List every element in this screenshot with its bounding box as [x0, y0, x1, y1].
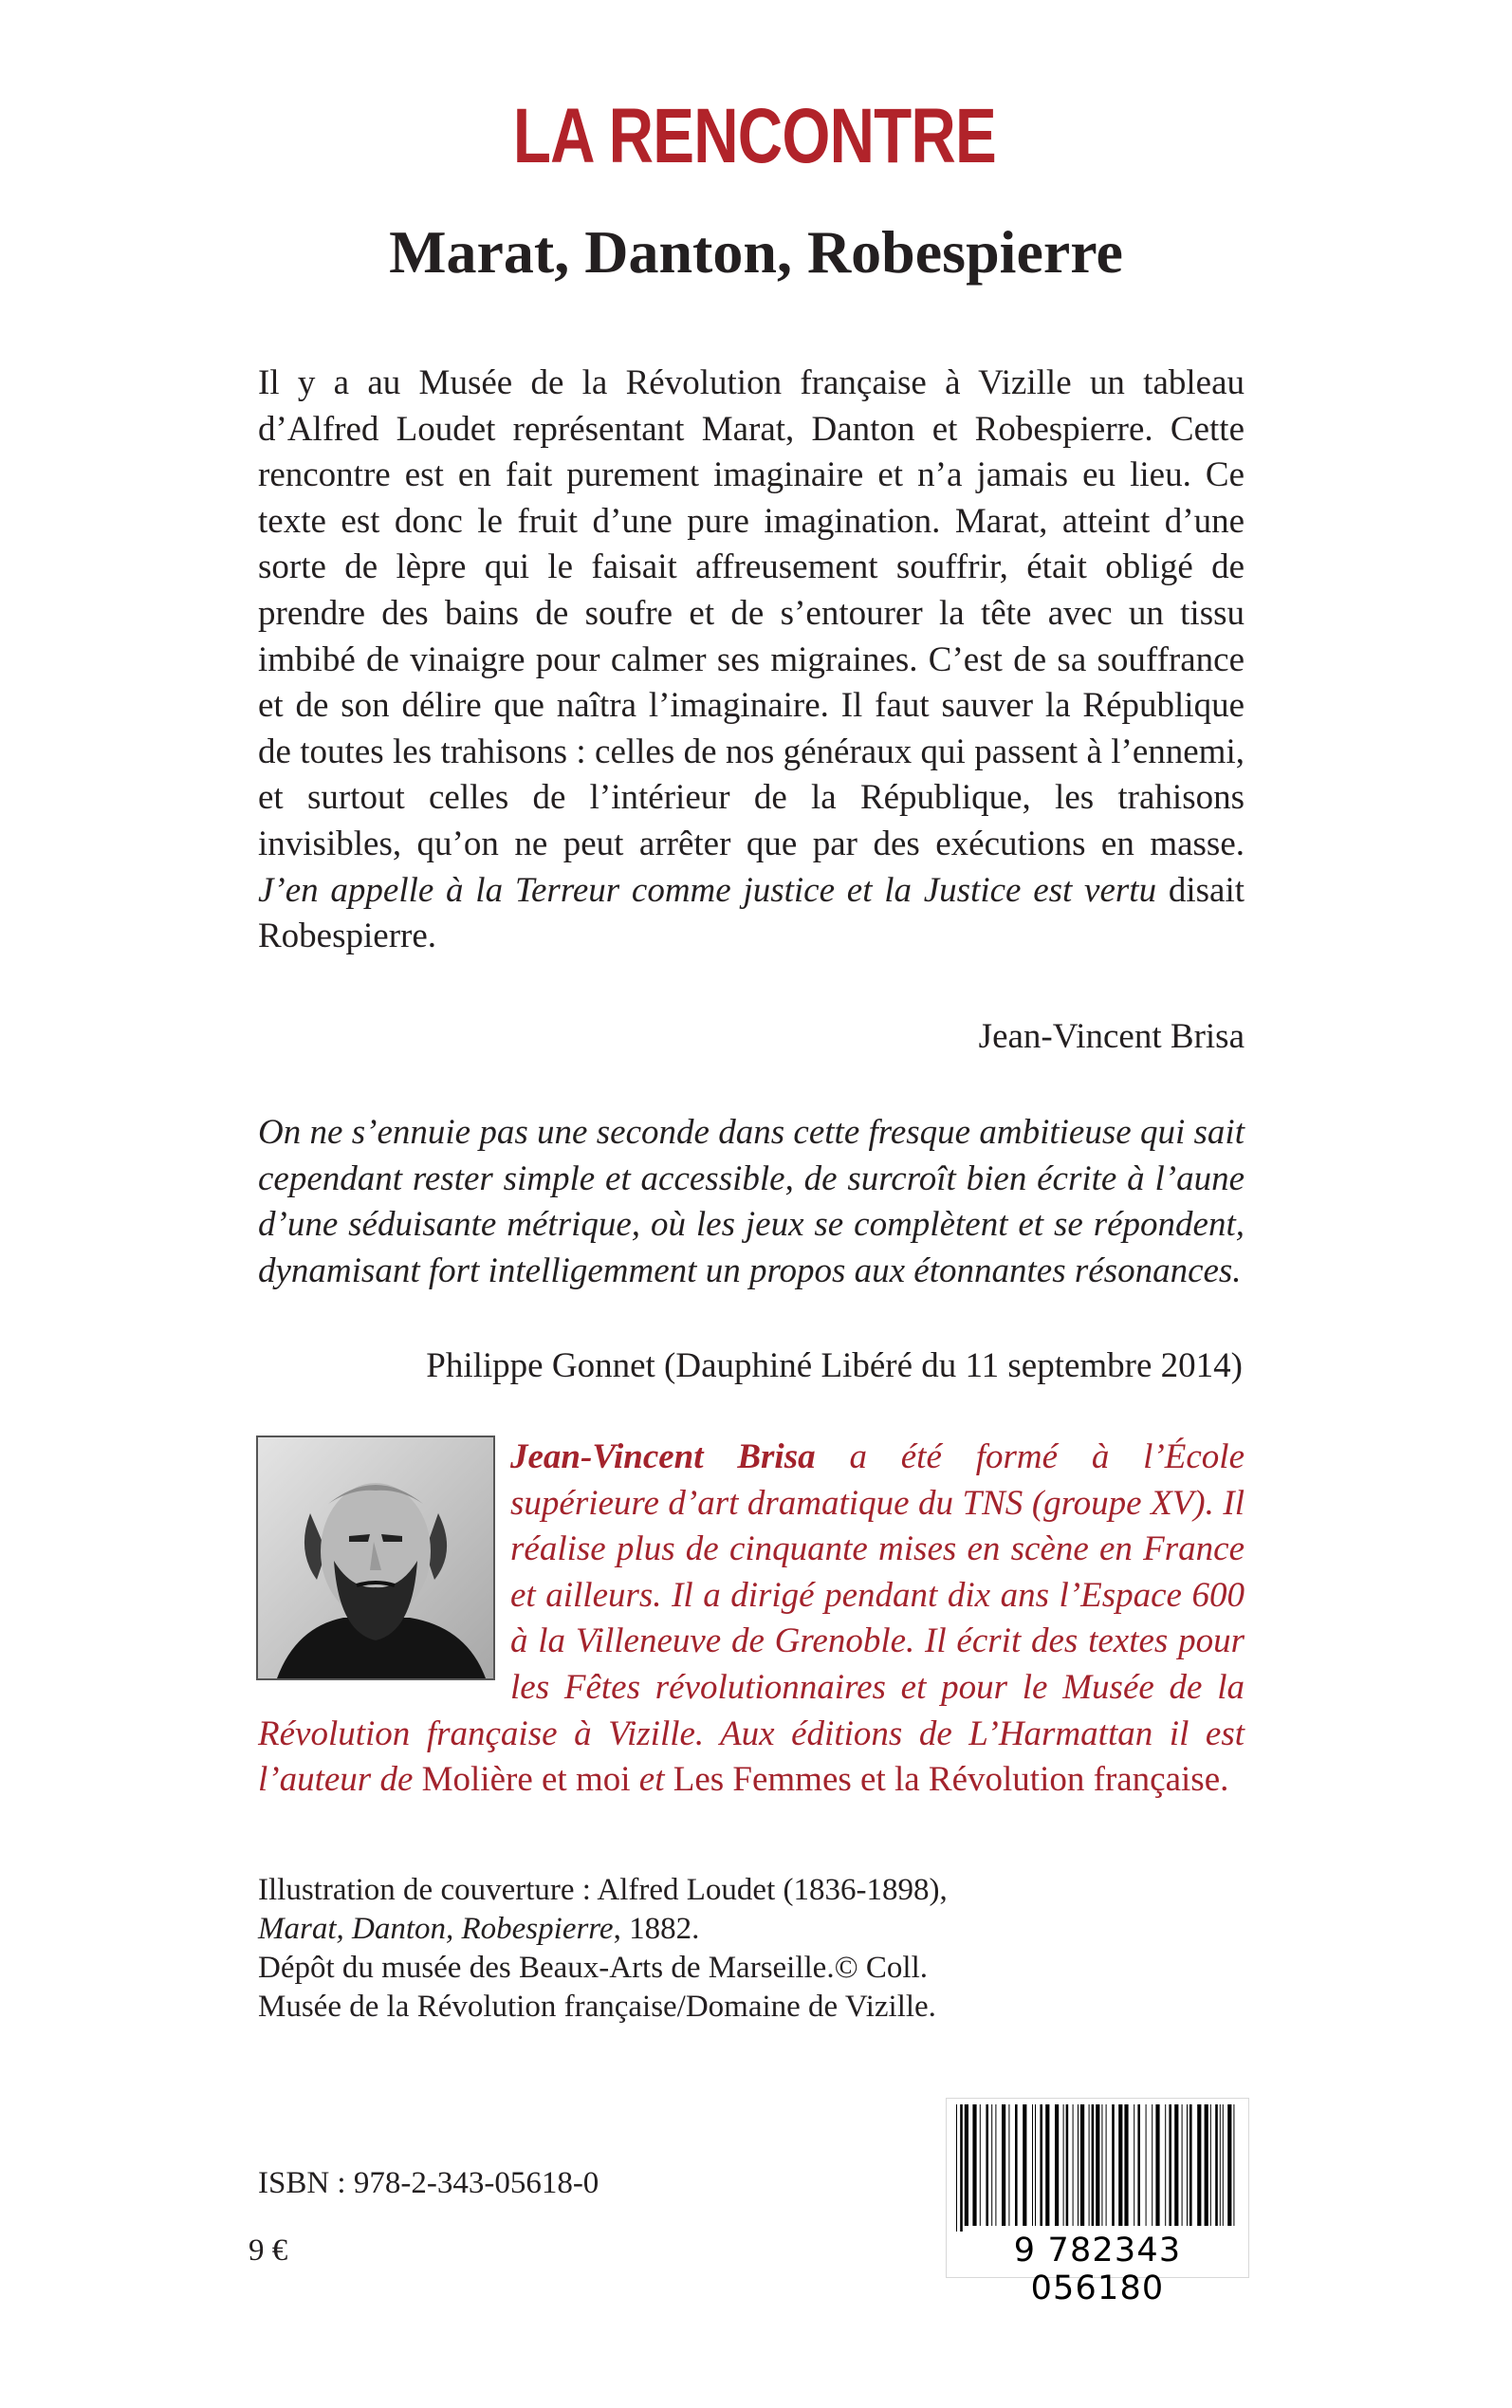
barcode-bar — [1233, 2104, 1234, 2226]
author-bio-text: a été formé à l’École supérieure d’art dramatique du TNS (groupe XV). Il réalise plus de cinquante mises en scène en France et ailleurs. Il a dirigé pendant dix ans l’Espace 600 à la Villeneuve de Grenoble. Il écrit des textes pour les Fêtes révolutionnaires et pour le Musée de la Révolution française à Vizille. Aux éditions de L’Harmattan il est l’auteur de — [258, 1437, 1245, 1800]
barcode-bar — [1220, 2104, 1221, 2226]
credits-line-1: Illustration de couverture : Alfred Loudet (1836-1898), — [258, 1873, 948, 1907]
price: 9 € — [249, 2233, 288, 2268]
author-bio — [258, 1435, 1245, 1804]
review-paragraph: On ne s’ennuie pas une seconde dans cette fresque ambitieuse qui sait cependant rester simple et accessible, de surcroît bien écrite à l’aune d’une séduisante métrique, où les jeux se complètent et se répondent, dynamisant fort intelligemment un propos aux étonnantes résonances. — [258, 1113, 1245, 1290]
author-work-1: Molière et moi — [421, 1760, 631, 1800]
barcode-bar — [991, 2104, 992, 2226]
summary-paragraph — [258, 361, 1245, 960]
barcode-bar — [1106, 2104, 1107, 2226]
barcode-bar — [960, 2104, 963, 2232]
barcode-bar — [1045, 2104, 1049, 2226]
barcode-bar — [1023, 2104, 1026, 2226]
author-work-2: Les Femmes et la Révolution française — [673, 1760, 1221, 1800]
barcode-bar — [1055, 2104, 1059, 2226]
barcode-bar — [1189, 2104, 1192, 2226]
summary-text: Il y a au Musée de la Révolution française à Vizille un tableau d’Alfred Loudet représentant Marat, Danton et Robespierre. Cette rencontre est en fait purement imaginaire et n’a jamais eu lieu. Ce texte est donc le fruit d’une pure imagination. Marat, atteint d’une sorte de lèpre qui le faisait affreusement souffrir, était obligé de prendre des bains de soufre et de s’entourer la tête avec un tissu imbibé de vinaigre pour calmer ses migraines. C’est de sa souffrance et de son délire que naîtra l’imaginaire. Il faut sauver la République de toutes les trahisons : celles de nos généraux qui passent à l’ennemi, et surtout celles de l’intérieur de la République, les trahisons invisibles, qu’on ne peut arrêter que par des exécutions en masse. — [258, 363, 1245, 863]
author-bio-end: . — [1220, 1760, 1229, 1800]
barcode-bar — [972, 2104, 976, 2226]
barcode-bar — [1063, 2104, 1064, 2226]
credits-year: , 1882. — [613, 1912, 700, 1946]
credits-line-2 — [258, 1910, 1207, 1949]
barcode-bar — [1118, 2104, 1122, 2226]
barcode-bar — [1112, 2104, 1115, 2226]
barcode-bar — [1066, 2104, 1069, 2226]
barcode-bar — [1223, 2104, 1224, 2226]
barcode-bar — [1187, 2104, 1188, 2226]
barcode-digits: 9 782343 056180 — [1013, 2232, 1182, 2307]
barcode-bar — [1078, 2104, 1079, 2226]
barcode-bar — [1101, 2104, 1102, 2226]
barcode-bar — [1174, 2104, 1178, 2226]
barcode-bar — [995, 2104, 996, 2226]
isbn: ISBN : 978-2-343-05618-0 — [258, 2166, 599, 2200]
review-source: Philippe Gonnet (Dauphiné Libéré du 11 septembre 2014) — [426, 1346, 1243, 1385]
barcode-bar — [1008, 2104, 1009, 2226]
book-title: LA RENCONTRE — [512, 93, 996, 179]
credits-line-4: Musée de la Révolution française/Domaine de Vizille. — [258, 1990, 936, 2024]
barcode-bar — [1089, 2104, 1090, 2226]
credits-line-3: Dépôt du musée des Beaux-Arts de Marseille.© Coll. — [258, 1951, 929, 1985]
barcode-bar — [1197, 2104, 1201, 2226]
barcode-bar — [1002, 2104, 1005, 2226]
barcode-bar — [1032, 2104, 1033, 2226]
author-work-conj: et — [638, 1760, 665, 1800]
barcode-bar — [1015, 2104, 1018, 2226]
barcode-bar — [956, 2104, 957, 2232]
barcode-bar — [1124, 2104, 1128, 2226]
barcode-bar — [986, 2104, 988, 2226]
barcode-bar — [965, 2104, 968, 2226]
photo-spacer — [258, 1435, 510, 1691]
barcode-bar — [980, 2104, 981, 2226]
barcode-bar — [1092, 2104, 1095, 2226]
book-subtitle: Marat, Danton, Robespierre — [389, 218, 1123, 286]
author-name: Jean-Vincent Brisa — [510, 1437, 816, 1476]
barcode-bar — [1205, 2104, 1208, 2226]
barcode-bar — [1165, 2104, 1166, 2226]
summary-quote-suffix: disait Robespierre. — [258, 870, 1245, 956]
barcode-bar — [1155, 2104, 1159, 2226]
barcode-bars — [947, 2099, 1248, 2232]
barcode-bar — [1035, 2104, 1036, 2226]
barcode-bar — [1040, 2104, 1042, 2226]
barcode-bar — [1080, 2104, 1084, 2226]
barcode-bar — [1227, 2104, 1231, 2226]
barcode-bar — [1146, 2104, 1147, 2226]
barcode-bar — [1169, 2104, 1171, 2226]
summary-quote: J’en appelle à la Terreur comme justice et la Justice est vertu — [258, 870, 1157, 910]
barcode-bar — [1215, 2104, 1218, 2226]
cover-credits — [258, 1871, 1207, 2027]
barcode-bar — [1096, 2104, 1099, 2226]
barcode-bar — [1182, 2104, 1183, 2226]
barcode-bar — [1210, 2104, 1211, 2226]
summary-signature: Jean-Vincent Brisa — [978, 1017, 1245, 1056]
barcode — [946, 2098, 1249, 2307]
credits-artwork: Marat, Danton, Robespierre — [258, 1912, 614, 1946]
barcode-bar — [1073, 2104, 1074, 2226]
barcode-bar — [1137, 2104, 1140, 2226]
